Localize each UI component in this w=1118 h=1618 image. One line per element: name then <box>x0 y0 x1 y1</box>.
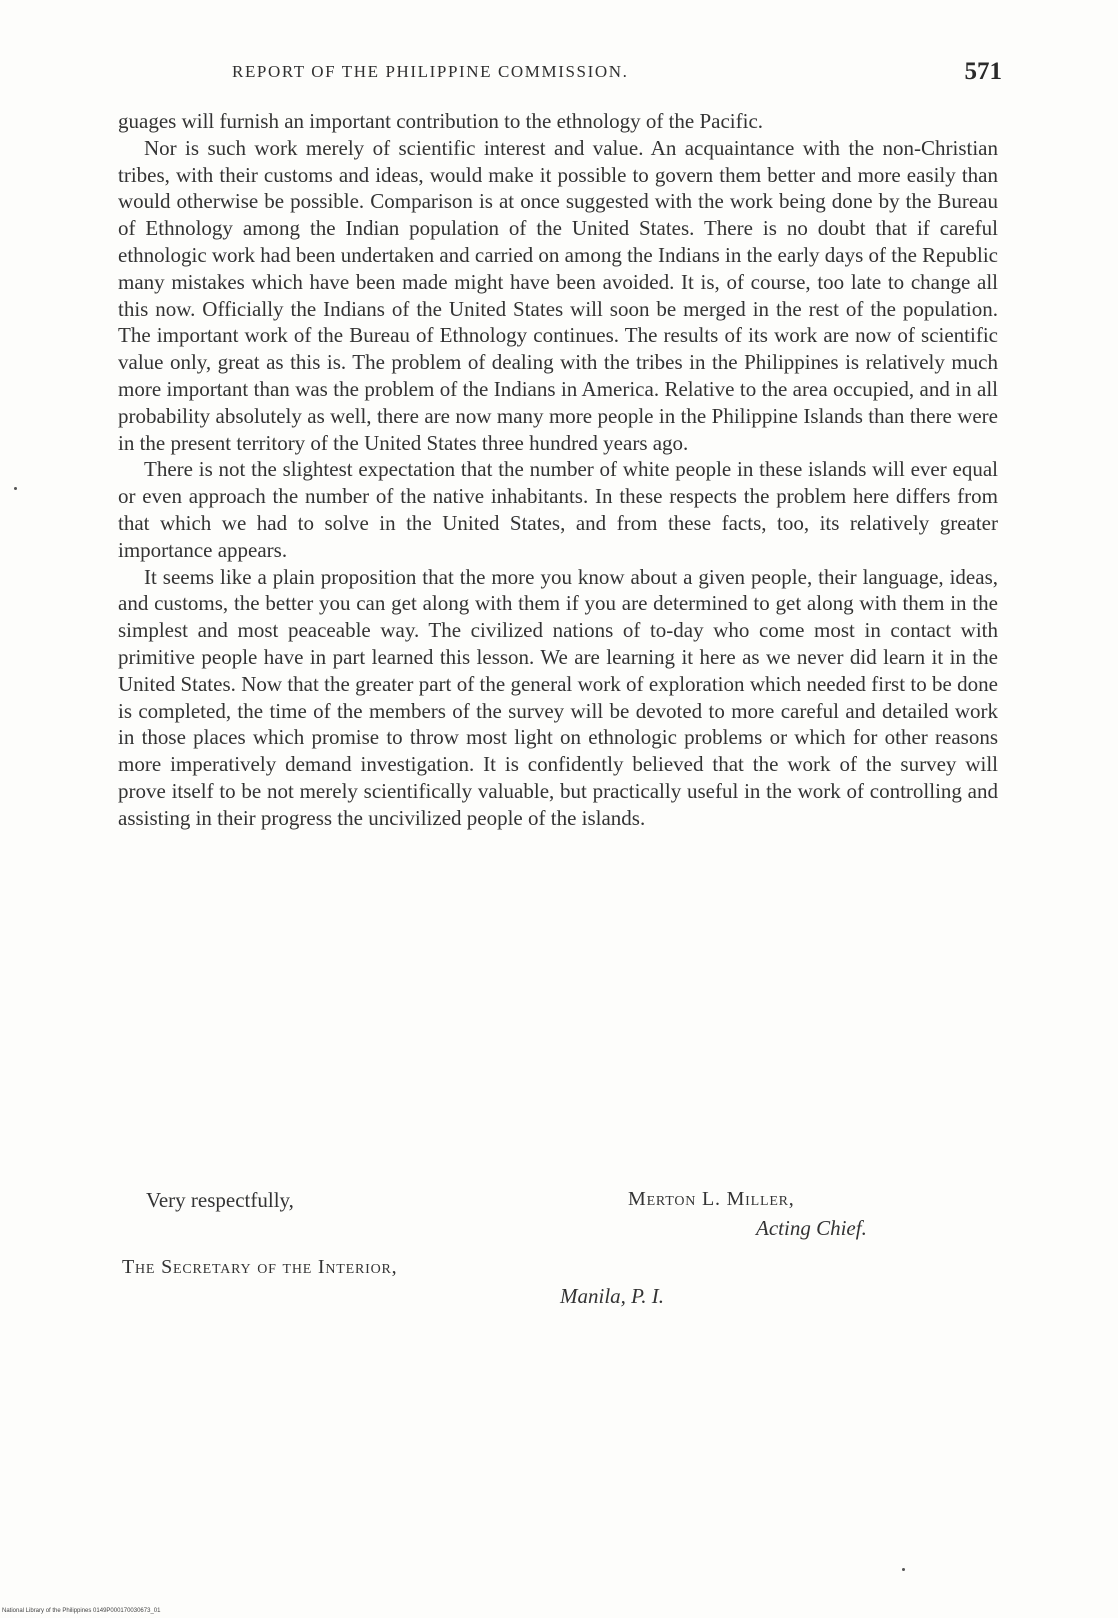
running-title: REPORT OF THE PHILIPPINE COMMISSION. <box>232 62 629 81</box>
closing-phrase: Very respectfully, <box>146 1188 294 1212</box>
addressee-place: Manila, P. I. <box>560 1284 665 1308</box>
signer-name: Merton L. Miller, <box>628 1188 795 1210</box>
scan-speck <box>14 487 17 490</box>
page-number: 571 <box>964 58 1002 85</box>
addressee: The Secretary of the Interior, <box>122 1256 398 1278</box>
paragraph: It seems like a plain proposition that the more you know about a given people, their language, ideas, and customs, the better you can get along with them if you are determined to get along with them in the simplest and most peaceable way. The civilized nations of to-day who come most in contact with primitive people have in part learned this lesson. We are learning it here as we never did learn it in the United States. Now that the greater part of the general work of exploration which needed first to be done is completed, the time of the members of the survey will be devoted to more careful and detailed work in those places which promise to throw most light on ethnologic problems or which for other reasons more imperatively demand investigation. It is confidently believed that the work of the survey will prove itself to be not merely scientifically valuable, but practically useful in the work of controlling and assisting in their progress the uncivilized people of the islands. <box>118 564 998 830</box>
paragraph: Nor is such work merely of scientific interest and value. An acquaintance with the non-Christian tribes, with their customs and ideas, would make it possible to govern them better and more easily than would otherwise be possible. Comparison is at once suggested with the work being done by the Bureau of Ethnology among the Indian population of the United States. There is no doubt that if careful ethnologic work had been undertaken and carried on among the Indians in the early days of the Republic many mistakes which have been made might have been avoided. It is, of course, too late to change all this now. Officially the Indians of the United States will soon be merged in the rest of the population. The important work of the Bureau of Ethnology continues. The results of its work are now of scientific value only, great as this is. The problem of dealing with the tribes in the Philippines is relatively much more important than was the problem of the Indians in America. Relative to the area occupied, and in all probability absolutely as well, there are now many more people in the Philippine Islands than there were in the present territory of the United States three hundred years ago. <box>118 135 998 455</box>
body-text <box>118 108 998 832</box>
paragraph-continued: guages will furnish an important contribution to the ethnology of the Pacific. <box>118 109 764 133</box>
source-note: National Library of the Philippines 0149P000170030673_01 <box>2 1608 161 1614</box>
signer-title: Acting Chief. <box>756 1216 867 1240</box>
paragraph: There is not the slightest expectation that the number of white people in these islands will ever equal or even approach the number of the native inhabitants. In these respects the problem here differs from that which we had to solve in the United States, and from these facts, too, its relatively greater importance appears. <box>118 457 998 562</box>
scan-speck <box>902 1568 905 1571</box>
letter-closing <box>118 1188 998 1328</box>
page-header <box>232 58 1002 94</box>
